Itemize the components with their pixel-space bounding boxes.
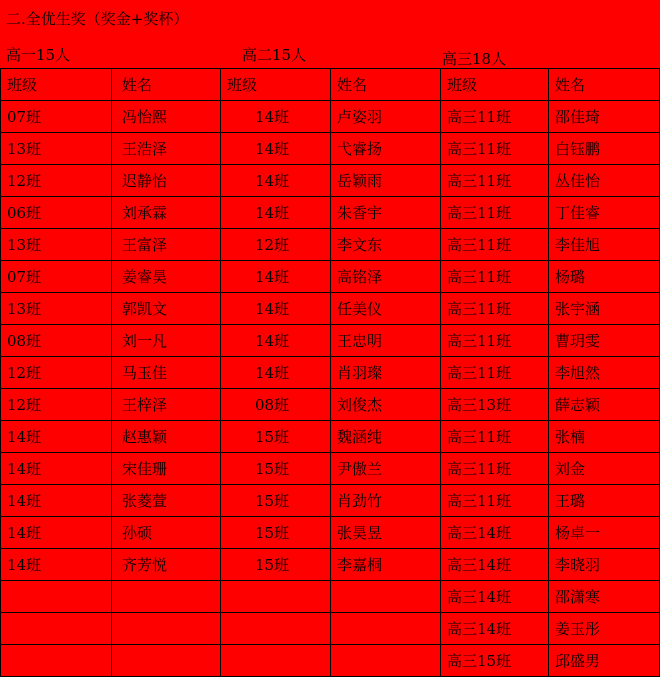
g3-name-cell: 张宇涵 [549, 293, 660, 325]
g1-class-cell: 06班 [1, 197, 112, 229]
grade-1-count: 高一15人 [6, 46, 71, 64]
g2-class-cell: 15班 [221, 485, 331, 517]
table-row [1, 101, 441, 133]
table-row [441, 229, 660, 261]
g2-name-cell: 任美仪 [331, 293, 441, 325]
g2-class-cell: 14班 [221, 293, 331, 325]
header-name-1: 姓名 [112, 69, 221, 101]
table-row [1, 517, 441, 549]
g2-class-cell: 15班 [221, 453, 331, 485]
g3-class-cell: 高三11班 [441, 357, 549, 389]
g2-class-cell: 14班 [221, 101, 331, 133]
g2-class-cell: 14班 [221, 133, 331, 165]
header-class-2: 班级 [221, 69, 331, 101]
g3-name-cell: 邵佳琦 [549, 101, 660, 133]
g2-name-cell [331, 645, 441, 677]
g2-class-cell: 15班 [221, 549, 331, 581]
grade-count-row [0, 36, 660, 68]
g2-name-cell: 弋睿扬 [331, 133, 441, 165]
header-class-3: 班级 [441, 69, 549, 101]
g3-name-cell: 杨璐 [549, 261, 660, 293]
g1-name-cell: 宋佳珊 [112, 453, 221, 485]
g2-class-cell [221, 645, 331, 677]
g1-class-cell: 13班 [1, 293, 112, 325]
g2-name-cell: 岳颖雨 [331, 165, 441, 197]
table-row [1, 325, 441, 357]
table-row [441, 325, 660, 357]
g1-name-cell: 孙硕 [112, 517, 221, 549]
g1-class-cell: 12班 [1, 357, 112, 389]
g3-class-cell: 高三14班 [441, 549, 549, 581]
g3-name-cell: 邵潇寒 [549, 581, 660, 613]
table-row [1, 293, 441, 325]
table-row [1, 645, 441, 677]
g1-class-cell: 14班 [1, 549, 112, 581]
table-row [1, 453, 441, 485]
g3-name-cell: 邱盛男 [549, 645, 660, 677]
table-row [1, 165, 441, 197]
g1-name-cell: 郭凯文 [112, 293, 221, 325]
g2-name-cell: 李嘉桐 [331, 549, 441, 581]
header-row [1, 69, 441, 101]
g1-class-cell: 12班 [1, 165, 112, 197]
g2-name-cell: 刘俊杰 [331, 389, 441, 421]
g2-name-cell [331, 581, 441, 613]
g3-class-cell: 高三11班 [441, 293, 549, 325]
g2-class-cell: 12班 [221, 229, 331, 261]
g1-name-cell: 张菱萱 [112, 485, 221, 517]
table-row [1, 133, 441, 165]
g2-name-cell: 魏涵纯 [331, 421, 441, 453]
title-row [0, 0, 660, 36]
grade-3-table [440, 68, 660, 677]
g3-class-cell: 高三14班 [441, 581, 549, 613]
g1-class-cell: 07班 [1, 101, 112, 133]
g1-name-cell: 王富泽 [112, 229, 221, 261]
g1-class-cell: 14班 [1, 485, 112, 517]
table-row [441, 517, 660, 549]
table-row [441, 485, 660, 517]
g2-name-cell: 朱香宇 [331, 197, 441, 229]
g3-name-cell: 张楠 [549, 421, 660, 453]
table-row [441, 101, 660, 133]
grade-3-count: 高三18人 [442, 50, 507, 68]
g2-name-cell: 高铭泽 [331, 261, 441, 293]
g1-class-cell [1, 645, 112, 677]
g3-name-cell: 李旭然 [549, 357, 660, 389]
g1-class-cell: 07班 [1, 261, 112, 293]
g3-name-cell: 薛志颖 [549, 389, 660, 421]
table-row [441, 261, 660, 293]
g2-class-cell [221, 613, 331, 645]
g3-class-cell: 高三11班 [441, 197, 549, 229]
g3-name-cell: 姜玉彤 [549, 613, 660, 645]
g1-class-cell: 08班 [1, 325, 112, 357]
table-row [441, 389, 660, 421]
g3-class-cell: 高三11班 [441, 325, 549, 357]
g1-name-cell: 姜睿昊 [112, 261, 221, 293]
g1-class-cell [1, 581, 112, 613]
g1-name-cell: 迟静怡 [112, 165, 221, 197]
table-row [441, 197, 660, 229]
table-row [1, 421, 441, 453]
g3-class-cell: 高三11班 [441, 229, 549, 261]
header-class-1: 班级 [1, 69, 112, 101]
g3-class-cell: 高三11班 [441, 133, 549, 165]
g1-name-cell: 冯怡熙 [112, 101, 221, 133]
g3-name-cell: 丛佳怡 [549, 165, 660, 197]
g1-name-cell [112, 613, 221, 645]
section-title: 二.全优生奖（奖金+奖杯） [6, 10, 189, 28]
g3-name-cell: 白钰鹏 [549, 133, 660, 165]
g1-name-cell: 刘一凡 [112, 325, 221, 357]
g3-class-cell: 高三13班 [441, 389, 549, 421]
table-row [441, 549, 660, 581]
g3-class-cell: 高三14班 [441, 613, 549, 645]
g3-name-cell: 王璐 [549, 485, 660, 517]
g3-class-cell: 高三15班 [441, 645, 549, 677]
table-row [441, 357, 660, 389]
table-row [1, 581, 441, 613]
g2-name-cell: 肖劲竹 [331, 485, 441, 517]
g3-class-cell: 高三11班 [441, 421, 549, 453]
g1-name-cell [112, 645, 221, 677]
g1-class-cell: 14班 [1, 517, 112, 549]
g1-name-cell: 王梓泽 [112, 389, 221, 421]
grade-1-2-table [0, 68, 441, 677]
g3-class-cell: 高三11班 [441, 165, 549, 197]
g2-class-cell: 15班 [221, 421, 331, 453]
g2-name-cell: 王忠明 [331, 325, 441, 357]
g3-name-cell: 李晓羽 [549, 549, 660, 581]
g1-class-cell: 12班 [1, 389, 112, 421]
g2-class-cell: 15班 [221, 517, 331, 549]
g3-name-cell: 曹玥雯 [549, 325, 660, 357]
g2-class-cell: 14班 [221, 197, 331, 229]
table-row [1, 485, 441, 517]
table-row [441, 581, 660, 613]
g1-class-cell: 13班 [1, 133, 112, 165]
g3-name-cell: 丁佳睿 [549, 197, 660, 229]
table-row [441, 133, 660, 165]
g2-class-cell: 08班 [221, 389, 331, 421]
g3-name-cell: 杨卓一 [549, 517, 660, 549]
g2-name-cell [331, 613, 441, 645]
g2-name-cell: 尹傲兰 [331, 453, 441, 485]
table-row [441, 421, 660, 453]
g1-class-cell: 14班 [1, 421, 112, 453]
g3-class-cell: 高三11班 [441, 261, 549, 293]
g3-name-cell: 李佳旭 [549, 229, 660, 261]
table-row [1, 261, 441, 293]
g2-class-cell [221, 581, 331, 613]
table-row [441, 453, 660, 485]
g1-name-cell: 王浩泽 [112, 133, 221, 165]
table-row [1, 229, 441, 261]
g3-class-cell: 高三11班 [441, 453, 549, 485]
g1-name-cell [112, 581, 221, 613]
header-name-3: 姓名 [549, 69, 660, 101]
g2-class-cell: 14班 [221, 165, 331, 197]
g1-class-cell: 14班 [1, 453, 112, 485]
table-row [1, 389, 441, 421]
table-row [1, 549, 441, 581]
g2-name-cell: 卢姿羽 [331, 101, 441, 133]
g1-class-cell: 13班 [1, 229, 112, 261]
table-row [441, 165, 660, 197]
table-row [1, 197, 441, 229]
g3-class-cell: 高三11班 [441, 101, 549, 133]
g2-name-cell: 李文东 [331, 229, 441, 261]
g3-name-cell: 刘金 [549, 453, 660, 485]
g2-class-cell: 14班 [221, 325, 331, 357]
g2-class-cell: 14班 [221, 261, 331, 293]
g1-name-cell: 齐芳悦 [112, 549, 221, 581]
g2-name-cell: 肖羽璨 [331, 357, 441, 389]
g3-class-cell: 高三11班 [441, 485, 549, 517]
g3-class-cell: 高三14班 [441, 517, 549, 549]
grade-2-count: 高二15人 [242, 46, 307, 64]
table-row [441, 293, 660, 325]
table-row [1, 357, 441, 389]
g2-class-cell: 14班 [221, 357, 331, 389]
header-name-2: 姓名 [331, 69, 441, 101]
g1-name-cell: 赵惠颖 [112, 421, 221, 453]
g2-name-cell: 张昊昱 [331, 517, 441, 549]
g1-name-cell: 刘承霖 [112, 197, 221, 229]
g1-name-cell: 马玉佳 [112, 357, 221, 389]
table-row [441, 613, 660, 645]
g1-class-cell [1, 613, 112, 645]
table-row [441, 645, 660, 677]
header-row [441, 69, 660, 101]
table-row [1, 613, 441, 645]
